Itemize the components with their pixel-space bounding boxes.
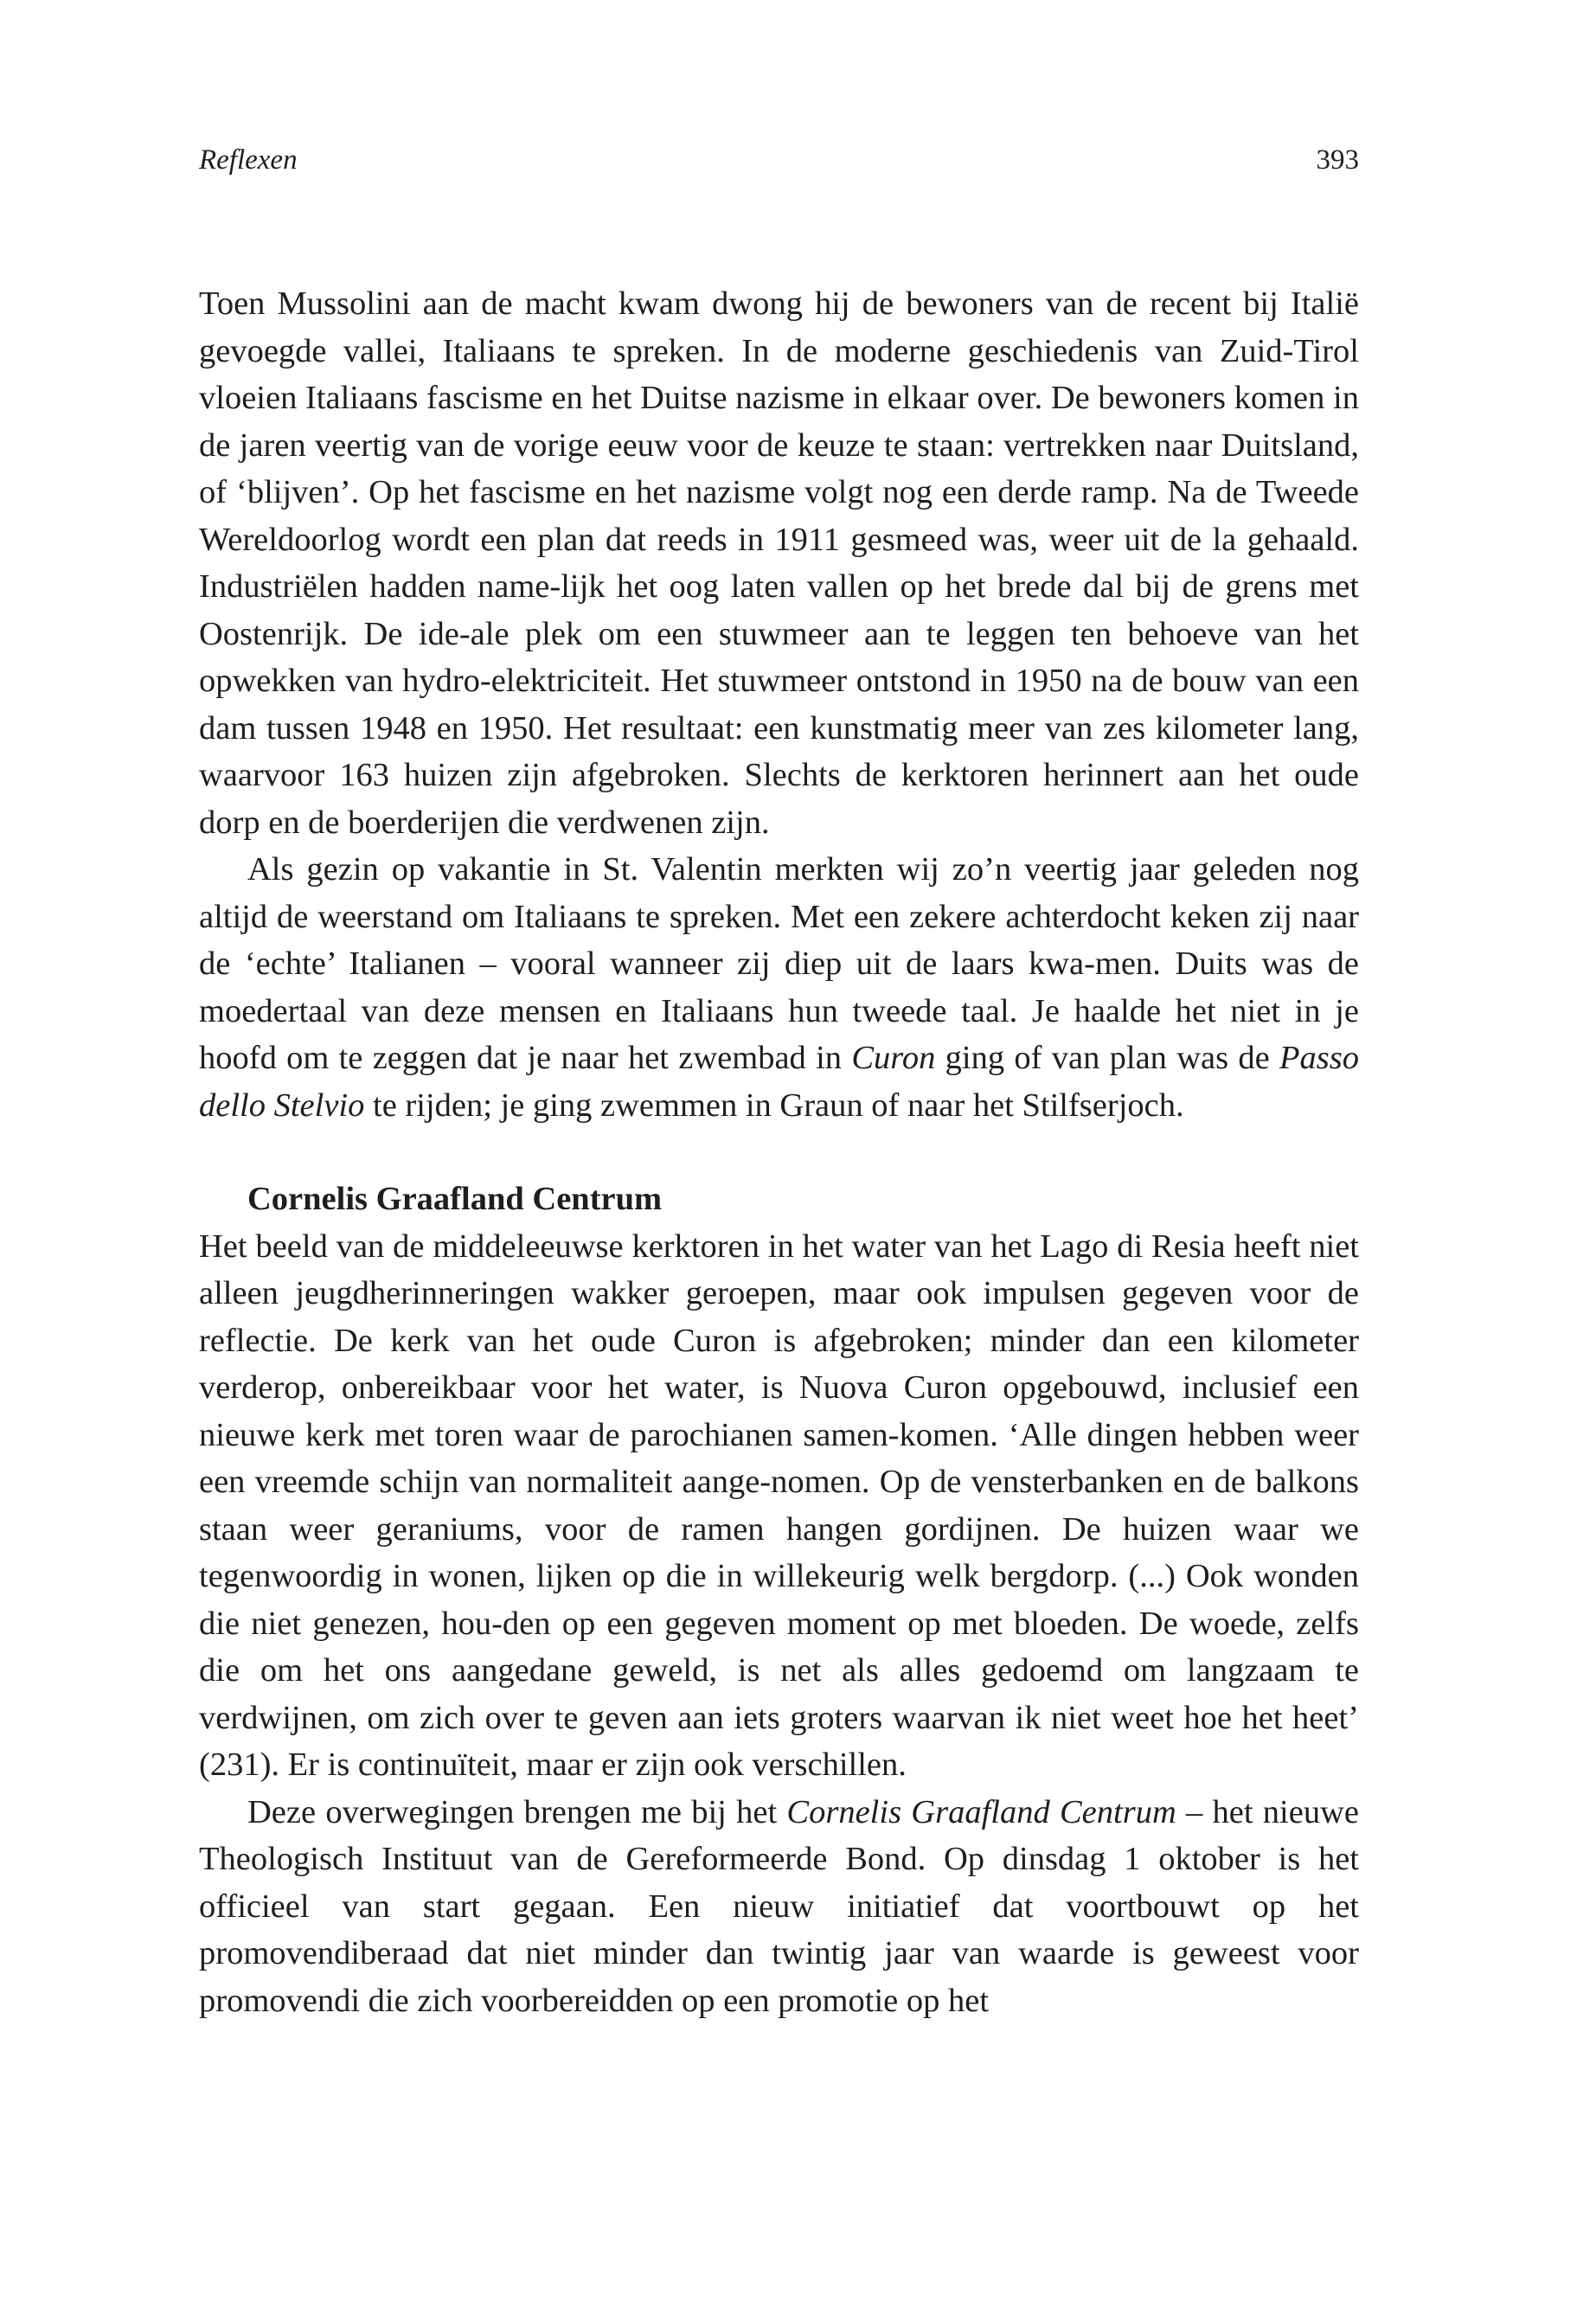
paragraph-4	[199, 1789, 1359, 2025]
paragraph-4-cgc: Cornelis Graafland Centrum	[786, 1793, 1176, 1830]
paragraph-2-text-a: Als gezin op vakantie in St. Valentin merkten wij zo’n veertig jaar geleden nog altijd de weerstand om Italiaans te spreken. Met een zekere achterdocht keken zij naar de ‘echte’ Italianen – vooral wanneer zij diep uit de laars kwa-men. Duits was de moedertaal van deze mensen en Italiaans hun tweede taal. Je haalde het niet in je hoofd om te zeggen dat je naar het zwembad in	[199, 851, 1359, 1076]
page-number: 393	[1316, 144, 1359, 176]
running-head	[199, 138, 1359, 182]
paragraph-2	[199, 846, 1359, 1129]
running-head-title: Reflexen	[199, 144, 298, 176]
paragraph-2-text-c: te rijden; je ging zwemmen in Graun of naar het Stilfserjoch.	[364, 1086, 1184, 1124]
paragraph-2-text-b: ging of van plan was de	[935, 1040, 1280, 1076]
paragraph-2-passo: Passo dello Stelvio	[199, 1040, 1359, 1124]
section-heading: Cornelis Graafland Centrum	[247, 1181, 663, 1217]
paragraph-4-text-b: – het nieuwe Theologisch Instituut van de Gereformeerde Bond. Op dinsdag 1 oktober is het officieel van start gegaan. Een nieuw initiatief dat voortbouwt op het promovendiberaad dat niet minder dan twintig jaar van waarde is geweest voor promovendi die zich voorbereidden op een promotie op het	[199, 1793, 1359, 2019]
paragraph-3: Het beeld van de middeleeuwse kerktoren in het water van het Lago di Resia heeft niet alleen jeugdherinneringen wakker geroepen, maar ook impulsen gegeven voor de reflectie. De kerk van het oude Curon is afgebroken; minder dan een kilometer verderop, onbereikbaar voor het water, is Nuova Curon opgebouwd, inclusief een nieuwe kerk met toren waar de parochianen samen-komen. ‘Alle dingen hebben weer een vreemde schijn van normaliteit aange-nomen. Op de vensterbanken en de balkons staan weer geraniums, voor de ramen hangen gordijnen. De huizen waar we tegenwoordig in wonen, lijken op die in willekeurig welk bergdorp. (...) Ook wonden die niet genezen, hou-den op een gegeven moment op met bloeden. De woede, zelfs die om het ons aangedane geweld, is net als alles gedoemd om langzaam te verdwijnen, om zich over te geven aan iets groters waarvan ik niet weet hoe het heet’ (231). Er is continuïteit, maar er zijn ook verschillen.	[199, 1227, 1359, 1783]
paragraph-4-text-a: Deze overwegingen brengen me bij het	[247, 1793, 787, 1830]
paragraph-2-curon: Curon	[851, 1040, 936, 1076]
paragraph-1: Toen Mussolini aan de macht kwam dwong hij de bewoners van de recent bij Italië gevoegde vallei, Italiaans te spreken. In de moderne geschiedenis van Zuid-Tirol vloeien Italiaans fascisme en het Duitse nazisme in elkaar over. De bewoners komen in de jaren veertig van de vorige eeuw voor de keuze te staan: vertrekken naar Duitsland, of ‘blijven’. Op het fascisme en het nazisme volgt nog een derde ramp. Na de Tweede Wereldoorlog wordt een plan dat reeds in 1911 gesmeed was, weer uit de la gehaald. Industriëlen hadden name-lijk het oog laten vallen op het brede dal bij de grens met Oostenrijk. De ide-ale plek om een stuwmeer aan te leggen ten behoeve van het opwekken van hydro-elektriciteit. Het stuwmeer ontstond in 1950 na de bouw van een dam tussen 1948 en 1950. Het resultaat: een kunstmatig meer van zes kilometer lang, waarvoor 163 huizen zijn afgebroken. Slechts de kerktoren herinnert aan het oude dorp en de boerderijen die verdwenen zijn.	[199, 285, 1359, 841]
body-text	[199, 280, 1359, 2024]
